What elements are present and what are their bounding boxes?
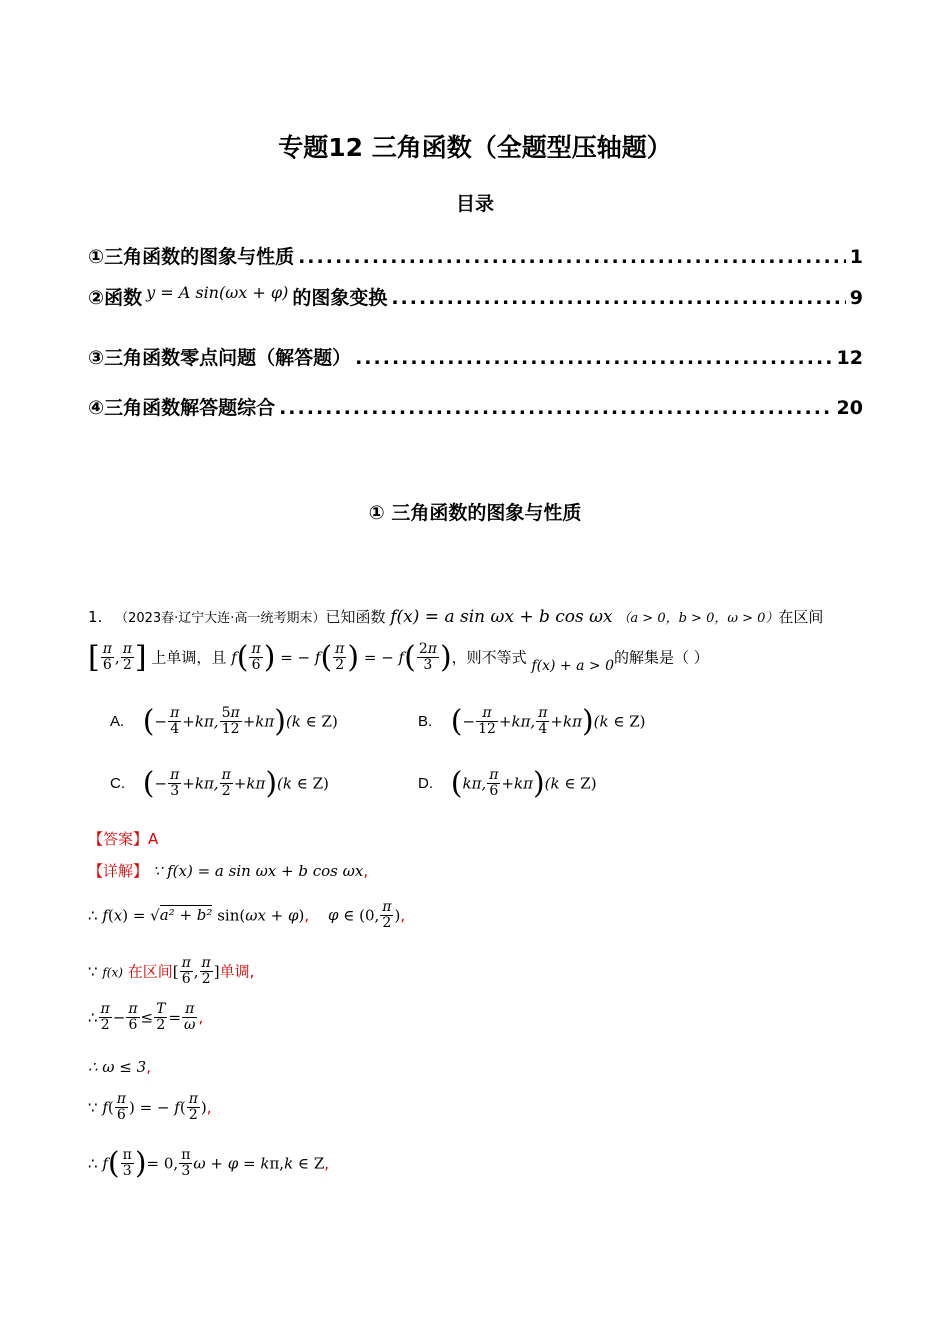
question-source: （2023春·辽宁大连·高一统考期末）: [115, 611, 326, 626]
toc-item-page: 9: [849, 287, 863, 309]
toc-leader: [298, 246, 846, 268]
page-title: 专题12 三角函数（全题型压轴题）: [278, 133, 672, 162]
question-inequality: f(x) + a > 0: [531, 658, 614, 675]
detail-line-4: ∴ $\frac{\pi}{2}$ − $\frac{\pi}{6}$ ≤ $\frac{T}{2}$ = $\frac{\pi}{\omega}$ ,: [88, 1001, 204, 1034]
option-label: D.: [418, 775, 433, 793]
detail-line-1: 【详解】 ∵ f(x) = a sin ωx + b cos ωx,: [88, 862, 369, 880]
detail-line-2: ∴ f(x) = √a² + b² sin(ωx + φ), φ ∈ (0, $\frac{\pi}{2}$ ),: [88, 899, 406, 932]
toc-leader: [391, 287, 845, 309]
option-label: C.: [110, 775, 125, 793]
toc-item-3[interactable]: [88, 343, 863, 370]
toc-item-page: 1: [849, 246, 863, 268]
toc-item-label: ③三角函数零点问题（解答题）: [88, 347, 352, 369]
option-a[interactable]: A. (− $\frac{\pi}{4}$ +kπ, $\frac{5\pi}{12}$ +kπ)(k ∈ Z): [110, 703, 338, 739]
question-function: f(x) = a sin ωx + b cos ωx: [390, 607, 613, 627]
toc-item-1[interactable]: [88, 242, 863, 269]
question-number: 1.: [88, 608, 103, 626]
option-c[interactable]: C. (− $\frac{\pi}{3}$ +kπ, $\frac{\pi}{2}$ +kπ)(k ∈ Z): [110, 765, 329, 801]
toc-item-page: 12: [836, 347, 863, 369]
question-conditions: （a > 0，b > 0，ω > 0）: [617, 611, 779, 626]
toc-formula: y = A sin(ωx + φ): [146, 283, 289, 302]
option-label: B.: [418, 713, 433, 731]
toc-leader: [355, 347, 832, 369]
question-stem-line1: 1. （2023春·辽宁大连·高一统考期末）已知函数 f(x) = a sin ωx + b cos ωx （a > 0，b > 0，ω > 0）在区间: [88, 607, 824, 627]
answer-value: A: [148, 830, 159, 848]
detail-line-3: ∵ f(x) 在区间[ $\frac{\pi}{6}$ , $\frac{\pi}{2}$ ]单调,: [88, 955, 255, 988]
toc-item-2[interactable]: [88, 283, 863, 310]
detail-line-5: ∴ ω ≤ 3,: [88, 1058, 151, 1076]
section-heading: ① 三角函数的图象与性质: [368, 502, 582, 524]
option-d[interactable]: D. (kπ, $\frac{\pi}{6}$ +kπ)(k ∈ Z): [418, 765, 597, 801]
question-stem-line2: [ $\frac{\pi}{6}$ , $\frac{\pi}{2}$ ] 上单调，且 f( $\frac{\pi}{6}$ ) = − f( $\frac{\pi}{2}$ ) = − f( $\frac{2\pi}{3}$ )，则不等式 f(x) + a > 0的解集是（ ）: [88, 639, 709, 675]
answer-tag: 【答案】: [88, 830, 149, 848]
detail-line-7: ∴ f( $\frac{\pi}{3}$ )= 0, $\frac{\pi}{3}$ ω + φ = kπ,k ∈ Z,: [88, 1145, 330, 1181]
toc-heading: 目录: [455, 193, 494, 215]
toc-leader: [279, 397, 832, 419]
toc-item-label: ②函数 $^{y = A sin(\omega x + \varphi)}$ 的图象变换: [88, 283, 388, 309]
option-b[interactable]: B. (− $\frac{\pi}{12}$ +kπ, $\frac{\pi}{4}$ +kπ)(k ∈ Z): [418, 703, 646, 739]
option-label: A.: [110, 713, 125, 731]
toc-item-4[interactable]: [88, 393, 863, 420]
detail-tag: 【详解】: [88, 862, 149, 880]
toc-item-page: 20: [836, 397, 863, 419]
answer-line: [88, 828, 158, 849]
detail-line-6: ∵ f( $\frac{\pi}{6}$ ) = − f( $\frac{\pi}{2}$ ),: [88, 1091, 212, 1124]
toc-item-label: ①三角函数的图象与性质: [88, 246, 295, 268]
toc-item-label: ④三角函数解答题综合: [88, 397, 276, 419]
